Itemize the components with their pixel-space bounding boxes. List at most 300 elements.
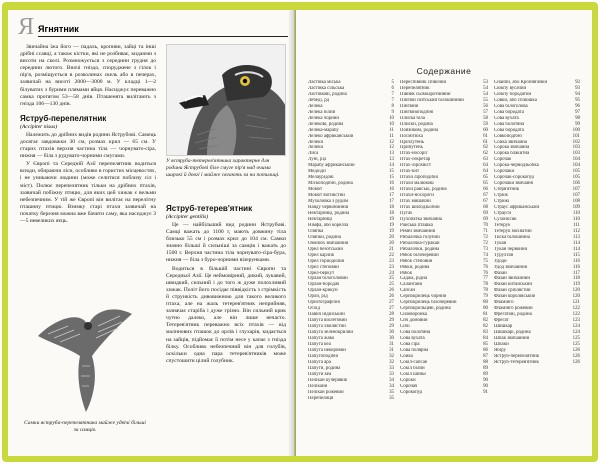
toc-entry-page: 35 [389, 395, 394, 401]
toc-entry [494, 360, 580, 366]
toc-entry-page: 116 [572, 258, 580, 264]
toc-entry-label: Лелека чорний [308, 115, 339, 121]
toc-entry-label: Лелеки [308, 145, 324, 151]
toc-column-1 [308, 80, 394, 401]
toc-entry-page: 124 [572, 330, 580, 336]
toc-entry-label: Сорокопуд [400, 389, 423, 395]
toc-entry-label: Сова болотяна [400, 330, 431, 336]
toc-entry-label: Шишкар [494, 324, 513, 330]
toc-entry-label: Повзикові, родина [400, 127, 439, 133]
toc-entry-label: Перепелиця [308, 395, 334, 401]
toc-entry-page: 64 [483, 163, 488, 169]
toc-entry-label: Сизоворонка [400, 312, 427, 318]
toc-entry-label: Сорочаки звичайні [494, 181, 534, 187]
toc-entry-page: 101 [572, 133, 580, 139]
left-page [8, 10, 295, 456]
toc-entry-label: Оляпка [308, 228, 324, 234]
toc-entry-label: Осоїд [308, 306, 320, 312]
toc-entry-page: 87 [483, 353, 488, 359]
toc-entry-page: 121 [572, 300, 580, 306]
toc-entry-page: 34 [389, 383, 394, 389]
toc-entry-page: 90 [483, 377, 488, 383]
toc-entry-page: 92 [575, 80, 580, 85]
toc-entry-page: 91 [483, 389, 488, 395]
toc-entry-page: 20 [389, 234, 394, 240]
toc-entry-page: 104 [572, 157, 580, 163]
toc-entry-label: Птахи малюкові [400, 181, 434, 187]
toc-entry-page: 62 [483, 151, 488, 157]
toc-entry-label: Лелека-марабу [308, 127, 339, 133]
toc-entry-page: 79 [483, 294, 488, 300]
toc-entry-label: Птах-лірохвіст [400, 163, 431, 169]
toc-entry-label: Рябок [400, 270, 413, 276]
toc-entry-page: 22 [389, 252, 394, 258]
toc-entry-page: 95 [575, 97, 580, 103]
toc-entry-label: Страуси [494, 210, 511, 216]
toc-entry-page: 35 [389, 389, 394, 395]
toc-entry-label: Сокіл білий [400, 365, 425, 371]
toc-entry-label: Папуги кеа [308, 371, 332, 377]
toc-entry-page: 28 [389, 312, 394, 318]
toc-entry-label: Сова болотяна [494, 121, 525, 127]
toc-entry-page: 96 [575, 103, 580, 109]
toc-entry-label: Пінгвіноподібні [400, 109, 434, 115]
toc-entry-label: Сорока звичайна [494, 145, 530, 151]
toc-entry-label: Нектарниці [308, 216, 333, 222]
toc-entry-page: 82 [483, 318, 488, 324]
toc-entry-page: 60 [483, 127, 488, 133]
header-title: Ягнятник [38, 24, 79, 34]
toc-entry-label: Папуга некоровий [308, 347, 346, 353]
toc-entry-label: Орлан білоголовий [308, 276, 348, 282]
toc-entry-page: 119 [572, 282, 580, 288]
toc-entry-page: 126 [572, 359, 580, 365]
toc-entry-label: Страус африканський [494, 205, 540, 211]
toc-entry-page: 72 [483, 234, 488, 240]
toc-entry-page: 102 [572, 139, 580, 145]
toc-entry-label: Папуга кеа [308, 341, 331, 347]
right-column [166, 204, 286, 366]
toc-entry-label: Серпокрилець чорний [400, 294, 447, 300]
toc-entry-label: Сова вухата [400, 335, 425, 341]
toc-entry-page: 114 [572, 246, 580, 252]
toc-entry-label: Птах мишачий [400, 199, 431, 205]
right-page [296, 10, 592, 456]
toc-entry-label: Сова вухата [494, 115, 519, 121]
toc-entry-label: Стерв'ятник [494, 187, 520, 193]
toc-entry-label: Фрегатові, родина [494, 312, 532, 318]
toc-entry-label: Серпокрилець білочеревий [400, 300, 457, 306]
toc-entry-page: 94 [575, 91, 580, 97]
toc-entry-page: 30 [389, 335, 394, 341]
toc-entry-label: Птахи райські, родина [400, 187, 447, 193]
toc-entry-page: 26 [389, 288, 394, 294]
toc-entry-page: 11 [389, 127, 394, 133]
toc-entry-page: 82 [483, 324, 488, 330]
toc-entry-page: 54 [483, 85, 488, 91]
toc-entry-label: Момот [308, 187, 323, 193]
sparrowhawk-photo [28, 296, 140, 414]
toc-entry-page: 13 [389, 157, 394, 163]
toc-entry-page: 69 [483, 210, 488, 216]
toc-entry-label: Сова бородата [494, 127, 524, 133]
toc-entry-page: 70 [483, 222, 488, 228]
toc-entry-page: 10 [389, 121, 394, 127]
toc-entry-page: 104 [572, 163, 580, 169]
header-rule [38, 36, 288, 37]
toc-entry-label: Пугач [400, 210, 413, 216]
left-column [20, 44, 156, 226]
toc-entry-page: 58 [483, 115, 488, 121]
toc-entry-label: Папуга ара [308, 359, 331, 365]
toc-entry-label: Сова білоголова [494, 103, 528, 109]
section-title-goshawk: Яструб-тетерев'ятник [166, 204, 253, 213]
toc-entry-label: Плиски, родина [400, 121, 433, 127]
toc-entry-page: 110 [572, 216, 580, 222]
toc-entry-label: Сухоносик [494, 216, 517, 222]
toc-entry-page: 116 [572, 264, 580, 270]
toc-entry-page: 17 [389, 193, 394, 199]
toc-entry-label: Совки, або сплюшка [494, 97, 537, 103]
toc-entry-page: 34 [389, 377, 394, 383]
toc-entry-label: Птах шилодзьобий [400, 205, 440, 211]
toc-entry-page: 31 [389, 341, 394, 347]
toc-entry-label: Фазан китайський [494, 282, 532, 288]
toc-entry-label: Фламінго [494, 300, 514, 306]
toc-entry-label: Серпокрильцеві, родина [400, 306, 451, 312]
toc-entry-page: 16 [389, 181, 394, 187]
toc-entry-page: 103 [572, 145, 580, 151]
toc-entry-page: 80 [483, 306, 488, 312]
toc-entry-label: Сова сіра [400, 341, 420, 347]
toc-entry-page: 33 [389, 365, 394, 371]
toc-entry-page: 77 [483, 276, 488, 282]
toc-entry-label: Орлан-бородач [308, 282, 340, 288]
toc-entry-label: Лелекові, родина [308, 121, 344, 127]
toc-entry-label: Сойка [400, 353, 413, 359]
toc-entry-page: 12 [389, 139, 394, 145]
toc-column-3 [494, 80, 580, 366]
toc-entry-label: Турухтан [494, 252, 514, 258]
toc-title: Содержание [416, 66, 472, 76]
toc-entry-label: Сапсан [400, 288, 416, 294]
toc-entry-label: Пелікан кучерявий [308, 377, 348, 383]
toc-entry-page: 107 [572, 187, 580, 193]
toc-entry-label: Райська пташка [400, 222, 433, 228]
toc-entry-label: Ластівкові, родина [308, 91, 347, 97]
latin-name-sparrowhawk: (Accipiter nisus) [20, 123, 58, 130]
toc-entry-label: Оляпки, родина [308, 234, 341, 240]
toc-entry-label: Сич домовий [400, 318, 428, 324]
toc-entry-page: 126 [572, 347, 580, 353]
toc-entry-label: Сюкпу бородатий [494, 91, 532, 97]
toc-entry-page: 108 [572, 199, 580, 205]
toc-entry-page: 75 [483, 258, 488, 264]
toc-entry-label: Птахи ліроподібні [400, 175, 439, 181]
toc-entry-label: Пріплутень [400, 139, 424, 145]
toc-entry-label: Орел гориодилий [308, 258, 345, 264]
toc-entry-label: Пухопатка звичайна [400, 216, 443, 222]
toc-entry-page: 120 [572, 294, 580, 300]
toc-entry-label: Мелаурідові [308, 175, 334, 181]
toc-entry-label: Сюкпу вусачий [494, 85, 527, 91]
toc-entry-label: Сова полярна [400, 347, 429, 353]
toc-entry-page: 65 [483, 181, 488, 187]
toc-entry-page: 122 [572, 306, 580, 312]
toc-entry-page: 62 [483, 145, 488, 151]
toc-entry-page: 120 [572, 288, 580, 294]
section-title-sparrowhawk: Яструб-перепелятник [20, 113, 107, 123]
toc-entry-label: Орел степовий [308, 264, 339, 270]
header-letter: Я [18, 14, 35, 40]
toc-entry-label: Фазан [494, 270, 507, 276]
toc-entry-page: 19 [389, 216, 394, 222]
page-header [18, 16, 288, 38]
toc-entry-label: Орел безотський [308, 246, 343, 252]
toc-entry-page: 63 [483, 157, 488, 163]
toc-entry-page: 105 [572, 169, 580, 175]
toc-entry-page: 109 [572, 205, 580, 211]
toc-entry-page: 12 [389, 145, 394, 151]
toc-entry-label: Птахи-носороги [400, 193, 434, 199]
toc-entry-page: 76 [483, 270, 488, 276]
toc-entry-label: Фазан королівський [494, 294, 536, 300]
toc-entry-label: Фазан сріблястий [494, 288, 531, 294]
toc-entry-label: Рябки, родина [400, 264, 430, 270]
toc-entry-page: 56 [483, 103, 488, 109]
toc-entry-label: Сичі [400, 324, 410, 330]
toc-entry-page: 17 [389, 199, 394, 205]
toc-entry-label: Фламінго рожевий [494, 306, 533, 312]
toc-entry-label: Орел карлик [308, 252, 335, 258]
toc-entry-page: 31 [389, 347, 394, 353]
toc-entry-page: 9 [391, 109, 394, 115]
toc-entry-page: 78 [483, 282, 488, 288]
toc-entry-label: Лелека білий [308, 109, 336, 115]
toc-entry-label: Рибалочка голубий [400, 234, 440, 240]
toc-entry-page: 88 [483, 359, 488, 365]
toc-entry-label: Ластівка сільська [308, 85, 345, 91]
toc-entry-page: 89 [483, 365, 488, 371]
toc-entry-label: Рябок білочеревий [400, 252, 439, 258]
toc-entry-label: Стрижі [494, 199, 510, 205]
toc-entry-label: Папуга віолетовий [308, 318, 347, 324]
toc-entry-page: 84 [483, 335, 488, 341]
toc-entry-page: 19 [389, 228, 394, 234]
toc-entry-label: Саджа, рідна [400, 276, 427, 282]
toc-entry-page: 25 [389, 282, 394, 288]
toc-entry-page: 16 [389, 187, 394, 193]
toc-entry-page: 69 [483, 216, 488, 222]
toc-entry-page: 20 [389, 240, 394, 246]
toc-entry-page: 11 [389, 133, 394, 139]
toc-entry-label: Сорока-чернодзьобка [494, 163, 539, 169]
toc-entry-label: Лелеки [308, 139, 324, 145]
toc-entry-page: 68 [483, 205, 488, 211]
goshawk-illustration [167, 45, 285, 155]
toc-entry-label: Рябок степовий [400, 258, 433, 264]
toc-entry-label: Омелюх звичайний [308, 240, 349, 246]
toc-entry-page: 29 [389, 324, 394, 330]
toc-entry-label: Шпаки [494, 341, 509, 347]
toc-entry-label: Ластівка міська [308, 80, 341, 85]
toc-entry-label: Сорочаки [494, 169, 515, 175]
toc-entry-label: Стриж [494, 193, 508, 199]
toc-entry-page: 78 [483, 288, 488, 294]
toc-entry-page: 6 [391, 85, 394, 91]
toc-entry-page: 86 [483, 347, 488, 353]
toc-entry-label: Сорочак-сорокопуд [494, 175, 535, 181]
toc-entry-label: Сороки [400, 377, 416, 383]
toc-entry-label: Орлан-крикун [308, 288, 338, 294]
toc-entry-label: Сорока блакитна [494, 151, 530, 157]
toc-entry-page: 83 [483, 330, 488, 336]
toc-entry-label: Орнітографічні [308, 300, 341, 306]
toc-entry-page: 115 [572, 252, 580, 258]
toc-entry-page: 106 [572, 181, 580, 187]
toc-entry-page: 67 [483, 193, 488, 199]
toc-entry-label: Тетерук [494, 222, 511, 228]
toc-entry-page: 73 [483, 246, 488, 252]
toc-entry-label: Шишкарі, родина [494, 330, 531, 336]
toc-entry-page: 126 [572, 353, 580, 359]
toc-entry-page: 85 [483, 341, 488, 347]
toc-entry-label: Ябіру [494, 347, 506, 353]
toc-entry-label: Медоїди [308, 169, 326, 175]
toc-entry-label: Луні, рід [308, 157, 327, 163]
toc-entry-page: 18 [389, 210, 394, 216]
toc-entry-page: 64 [483, 169, 488, 175]
toc-entry-page: 15 [389, 169, 394, 175]
toc-entry-page: 76 [483, 264, 488, 270]
toc-entry-page: 8 [391, 103, 394, 109]
toc-entry-page: 97 [575, 109, 580, 115]
toc-entry-label: Папуга жако [308, 335, 335, 341]
toc-entry-page: 10 [389, 115, 394, 121]
sparrowhawk-illustration [28, 296, 140, 414]
goshawk-text-2: Водиться в більшій частині Європи та Середньої Азії. Це неймовірний, дикий, лукавий, швидкий, сильний і до того ж дуже полохливий хижак. Політ його посідає піввідкість з стрімкість й стрункість дивовижною для такого великого птаха, але на жаль тетерев'ятник неприйняв, зазначає старіба і дуже грізно. Він сильний крик чутно далеко, але він лише нечасто. Тетерев'ятник переважно всіх птахів — від малинових пташок до орлів і глухарів, кидається на зайців, підйомає її потім несе у капає з гнізда білку. Особливо небезпечний він для голубів, оскільки одна пара тетерев'ятників може спустошити цілий голубник. [166, 265, 286, 364]
toc-entry-page: 123 [572, 318, 580, 324]
toc-entry-page: 19 [389, 222, 394, 228]
toc-entry-label: Припутень [400, 145, 423, 151]
toc-entry-page: 66 [483, 187, 488, 193]
toc-entry-page: 13 [389, 151, 394, 157]
toc-entry-page: 27 [389, 306, 394, 312]
toc-entry-page: 61 [483, 133, 488, 139]
toc-entry-page: 33 [389, 371, 394, 377]
toc-entry-page: 114 [572, 240, 580, 246]
toc-entry-label: Міскоподібні, родина [308, 181, 353, 187]
toc-entry-page: 125 [572, 341, 580, 347]
toc-entry-label: Папугоподібні [308, 353, 339, 359]
toc-entry-label: Момот вогнистий [308, 193, 345, 199]
toc-entry-label: Папуги, родина [308, 365, 341, 371]
intro-text: Звичайна їжа його — падаль, кропиви, зайці та інші дрібні ссавці, а також кістки, які не розбиває, кидаючи з висоти на скелі. Розмножується з середини грудня до середини лютого. Вночі гніздо, споруджене з гілок і пір'я, розміщується в розколинах скель або в печерах, зазвичай на висоті 2000—3000 м. У кладці 1—2 білуватих з бурими плямами яйця. Насиджує переважно самка протягом 53—58 днів. Пташенята вилітають з гнізда 106—130 днів. [20, 44, 156, 107]
toc-entry-label: Лелеко африканський [308, 133, 354, 139]
toc-entry-label: Мухоловка з рудим [308, 199, 349, 205]
toc-entry-page: 55 [483, 97, 488, 103]
toc-entry-page: 23 [389, 264, 394, 270]
toc-entry-page: 90 [483, 383, 488, 389]
toc-entry-page: 65 [483, 175, 488, 181]
toc-entry-page: 14 [389, 163, 394, 169]
toc-entry-page: 15 [389, 175, 394, 181]
toc-entry-label: Удод звичайний [494, 264, 528, 270]
toc-entry-page: 27 [389, 300, 394, 306]
toc-entry-page: 59 [483, 121, 488, 127]
toc-entry-label: Рибалочки, родина [400, 246, 440, 252]
toc-entry-label: Рибалочка-гуракай [400, 240, 440, 246]
latin-name-goshawk: (Accipiter gentilis) [166, 214, 209, 220]
toc-entry-label: Півник сьомоаротинний [400, 91, 451, 97]
toc-entry-page: 7 [391, 91, 394, 97]
toc-entry-label: Орли, рід [308, 294, 328, 300]
toc-entry-page: 118 [572, 276, 580, 282]
toc-entry-label: Яструб-тетерев'ятник [494, 359, 539, 365]
toc-entry-page: 25 [389, 276, 394, 282]
goshawk-text-1: Це — найбільший вид родини Яструбові. Самці важать до 1100 г, мають довжину тіла близько 55 см і розмах крил до 104 см. Самки значно більші й сильніші за самців і важать до 1500 г. Верхня частина тіла чорнувато-сіра-бура, нижня — біла з буро-чорними візерунками. [166, 222, 286, 264]
toc-entry-label: Марабу африканський [308, 163, 355, 169]
toc-entry-label: Тиска білошийна [494, 234, 530, 240]
toc-entry-page: 117 [572, 270, 580, 276]
toc-entry-page: 7 [391, 97, 394, 103]
toc-entry-page: 80 [483, 300, 488, 306]
toc-entry-page: 54 [483, 91, 488, 97]
sparrowhawk-text-1: Належить до дрібних видів родини Яструбові. Самець досягає завдовжки 30 см, розмах крил — 65 см. У старих птахів верхня частина тіла — чорнувато-сіра, нижня — біла з рудувато-чорними смугами. [20, 131, 156, 160]
toc-entry-label: Птах-секретар [400, 157, 431, 163]
toc-entry-label: Пінгвін світський білошийний [400, 97, 464, 103]
toc-entry-page: 67 [483, 199, 488, 205]
toc-entry-page: 89 [483, 371, 488, 377]
toc-entry-label: Нектарниці, родина [308, 210, 350, 216]
toc-entry-page: 5 [391, 80, 394, 85]
toc-entry-label: Лебеді, рд [308, 97, 330, 103]
caption-goshawk: У яструба-тетерев'ятника характерне для родини Яструбові біле смуге пір'я над очима широкі й довгі і майже сягають за на потилиці. [166, 158, 280, 178]
toc-entry-label: Папуга хвилястий [308, 324, 346, 330]
caption-sparrowhawk: Самки яструба-перепелятника майже удвічі більші за самців. [24, 420, 146, 433]
toc-entry-page: 124 [572, 324, 580, 330]
toc-entry-page: 125 [572, 335, 580, 341]
toc-entry-label: Шпак звичайний [494, 335, 530, 341]
toc-entry [308, 396, 394, 402]
toc-entry-page: 61 [483, 139, 488, 145]
toc-entry-label: Наяду червонийній [308, 205, 349, 211]
toc-entry-page: 29 [389, 318, 394, 324]
toc-entry-label: Сорочач [400, 383, 418, 389]
toc-entry-label: Сокіл-сапсан [400, 359, 428, 365]
toc-entry-label: Плиска біла [400, 115, 425, 121]
toc-entry-label: Тукан [494, 240, 507, 246]
toc-entry-label: Птах-носоріг [400, 151, 428, 157]
toc-entry-label: Фрегат [494, 318, 509, 324]
toc-entry-label: Посмітюха [400, 133, 423, 139]
toc-entry-page: 26 [389, 294, 394, 300]
toc-entry-label: Сова бородата [494, 109, 524, 115]
toc-entry-page: 71 [483, 228, 488, 234]
toc-entry-label: Сокіл шиньє [400, 371, 427, 377]
toc-entry-page: 72 [483, 240, 488, 246]
book-cover [2, 2, 598, 462]
toc-entry-page: 30 [389, 330, 394, 336]
toc-entry-page: 112 [572, 228, 580, 234]
toc-entry-label: Сойка звичайна [494, 139, 527, 145]
toc-entry-label: Тукан червоний [494, 246, 528, 252]
toc-entry-page: 32 [389, 359, 394, 365]
toc-entry-page: 74 [483, 252, 488, 258]
toc-entry-label: Перепелятник [400, 85, 430, 91]
toc-entry-label: Орел-беркут [308, 270, 335, 276]
toc-entry-label: Переспівник співочий [400, 80, 447, 85]
